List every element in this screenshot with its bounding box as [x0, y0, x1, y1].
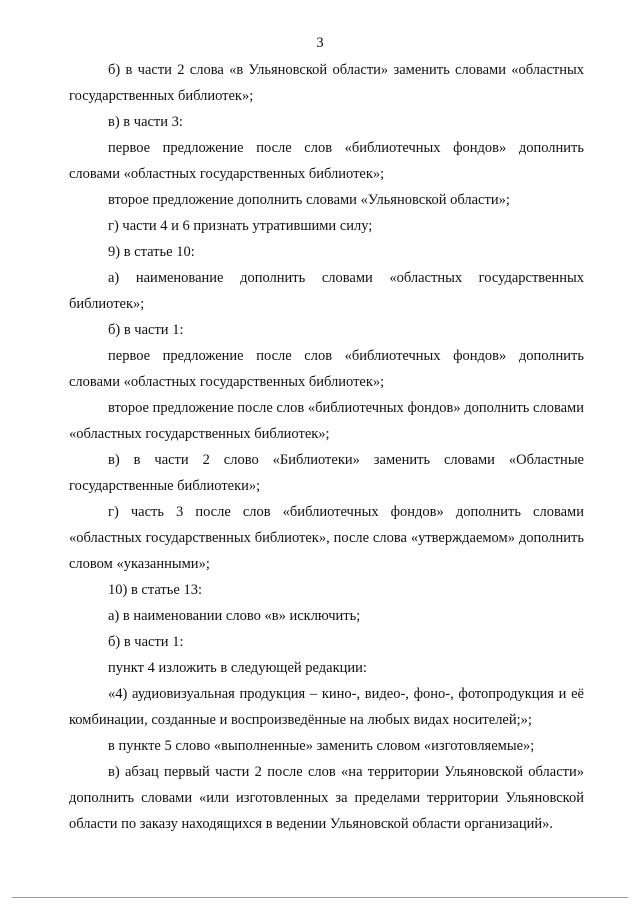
- paragraph: в пункте 5 слово «выполненные» заменить словом «изготовляемые»;: [108, 738, 535, 754]
- paragraph: в) абзац первый части 2 после слов «на территории Ульяновской области» дополнить словами «или изготовленных за пределами территории Ульяновской области по заказу находящихся в ведении Ульяновской области организаций».: [69, 764, 584, 832]
- paragraph: первое предложение после слов «библиотечных фондов» дополнить словами «областных государственных библиотек»;: [69, 348, 584, 390]
- paragraph: б) в части 1:: [108, 634, 184, 650]
- paragraph: а) наименование дополнить словами «областных государственных библиотек»;: [69, 270, 584, 312]
- paragraph: первое предложение после слов «библиотечных фондов» дополнить словами «областных государственных библиотек»;: [69, 140, 584, 182]
- paragraph: в) в части 2 слово «Библиотеки» заменить словами «Областные государственные библиотеки»;: [69, 452, 584, 494]
- paragraph: а) в наименовании слово «в» исключить;: [108, 608, 361, 624]
- paragraph: в) в части 3:: [108, 114, 183, 130]
- paragraph: второе предложение дополнить словами «Ульяновской области»;: [108, 192, 510, 208]
- page-number: 3: [316, 35, 324, 51]
- paragraph: г) часть 3 после слов «библиотечных фондов» дополнить словами «областных государственных библиотек», после слова «утверждаемом» дополнить словом «указанными»;: [69, 504, 584, 572]
- page-bottom-rule: [12, 897, 628, 898]
- paragraph: 10) в статье 13:: [108, 582, 202, 598]
- paragraph: второе предложение после слов «библиотечных фондов» дополнить словами «областных государственных библиотек»;: [69, 400, 584, 442]
- paragraph: 9) в статье 10:: [108, 244, 195, 260]
- paragraph: б) в части 1:: [108, 322, 184, 338]
- paragraph: б) в части 2 слова «в Ульяновской области» заменить словами «областных государственных библиотек»;: [69, 62, 584, 104]
- paragraph: г) части 4 и 6 признать утратившими силу;: [108, 218, 373, 234]
- paragraph: «4) аудиовизуальная продукция – кино-, видео-, фоно-, фотопродукция и её комбинации, созданные и воспроизведённые на любых видах носителей;»;: [69, 686, 584, 728]
- document-body: [69, 57, 584, 837]
- paragraph: пункт 4 изложить в следующей редакции:: [108, 660, 367, 676]
